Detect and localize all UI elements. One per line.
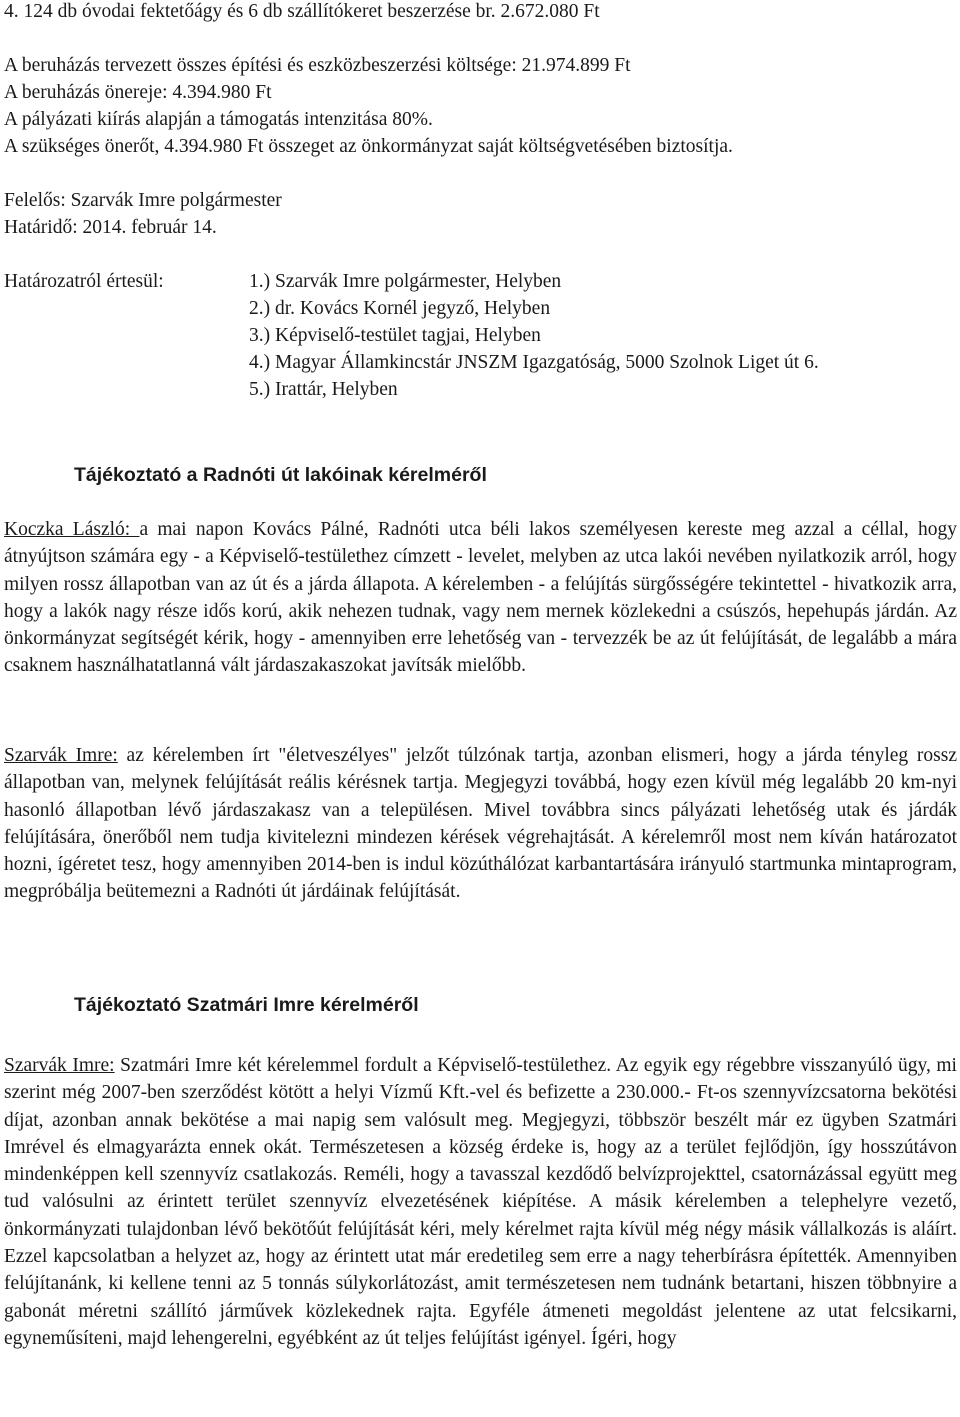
recipient-item: 3.) Képviselő-testület tagjai, Helyben <box>249 325 541 346</box>
recipients-block <box>4 268 819 403</box>
total-cost-line: A beruházás tervezett összes építési és eszközbeszerzési költsége: 21.974.899 Ft <box>4 55 631 76</box>
paragraph-text: a mai napon Kovács Pálné, Radnóti utca béli lakos személyesen kereste meg azzal a céllal, hogy átnyújtson számára egy - a Képviselő-testülethez címzett - levelet, melyben az utca lakói nevében nyilatkozik arról, hogy milyen rossz állapotban van az út és a járda állapota. A kérelemben - a felújítás sürgősségére tekintettel - hivatkozik arra, hogy a lakók nagy része idős korú, akik nehezen tudnak, vagy nem mernek közlekedni a csúszós, hepehupás járdán. Az önkormányzat segítségét kérik, hogy - amennyiben erre lehetőség van - tervezzék be az út felújítását, de legalább a mára csaknem használhatatlanná vált járdaszakaszokat javítsák mielőbb. <box>4 519 958 677</box>
speaker-name: Koczka László: <box>4 519 140 540</box>
agenda-item-block <box>4 0 819 403</box>
section-heading-radnoti: Tájékoztató a Radnóti út lakóinak kérelméről <box>74 464 487 486</box>
support-intensity-line: A pályázati kiírás alapján a támogatás intenzitása 80%. <box>4 109 433 130</box>
recipients-list <box>249 268 819 403</box>
section-radnoti-body <box>4 516 957 680</box>
speaker-name: Szarvák Imre: <box>4 1055 115 1076</box>
section-heading-szatmari: Tájékoztató Szatmári Imre kérelméről <box>74 994 419 1016</box>
own-funds-coverage-line: A szükséges önerőt, 4.394.980 Ft összeget az önkormányzat saját költségvetésében biztosítja. <box>4 136 733 157</box>
paragraph <box>4 516 957 680</box>
recipient-item: 4.) Magyar Államkincstár JNSZM Igazgatóság, 5000 Szolnok Liget út 6. <box>249 352 819 373</box>
recipient-item: 2.) dr. Kovács Kornél jegyző, Helyben <box>249 298 551 319</box>
paragraph <box>4 1052 957 1352</box>
own-funds-line: A beruházás önereje: 4.394.980 Ft <box>4 82 272 103</box>
speaker-name: Szarvák Imre: <box>4 745 118 766</box>
responsible-person: Felelős: Szarvák Imre polgármester <box>4 190 282 211</box>
paragraph-text: az kérelemben írt "életveszélyes" jelzőt túlzónak tartja, azonban elismeri, hogy a járda tényleg rossz állapotban van, melynek felújítását reális kérésnek tartja. Megjegyzi továbbá, hogy ezen kívül még legalább 20 km-nyi hasonló állapotban lévő járdaszakasz van a településen. Mivel továbbra sincs pályázati lehetőség utak és járdák felújítására, önerőből nem tudja kivitelezni mindezen kérések végrehajtását. A kérelemről most nem kíván határozatot hozni, ígéretet tesz, hogy amennyiben 2014-ben is indul közúthálózat karbantartására irányuló startmunka mintaprogram, megpróbálja beütemezni a Radnóti út járdáinak felújítását. <box>4 745 957 903</box>
section-szatmari-body <box>4 1052 957 1352</box>
paragraph <box>4 742 957 906</box>
deadline: Határidő: 2014. február 14. <box>4 217 217 238</box>
recipient-item: 5.) Irattár, Helyben <box>249 379 398 400</box>
recipients-label: Határozatról értesül: <box>4 271 164 292</box>
paragraph-text: Szatmári Imre két kérelemmel fordult a Képviselő-testülethez. Az egyik egy régebbre visszanyúló ügy, mi szerint még 2007-ben szerződést kötött a helyi Vízmű Kft.-vel és befizette a 230.000.- Ft-os szennyvízcsatorna bekötési díjat, azonban annak bekötése a mai napig sem valósult meg. Megjegyzi, többször beszélt már ez ügyben Szatmári Imrével és elmagyarázta ennek okát. Természetesen a község érdeke is, hogy az a terület fejlődjön, így hosszútávon mindenképpen kell szennyvíz csatlakozás. Reméli, hogy a tavasszal kezdődő belvízprojekttel, csatornázással együtt meg tud valósulni az érintett terület szennyvíz elvezetésének kiépítése. A másik kérelemben a telephelyre vezető, önkormányzati tulajdonban lévő bekötőút felújítását kéri, mely kérelmet rajta kívül még négy másik vállalkozás is aláírt. Ezzel kapcsolatban a helyzet az, hogy az érintett utat már eredetileg sem erre a nagy teherbírásra építették. Amennyiben felújítanánk, ki kellene tenni az 5 tonnás súlykorlátozást, amit természetesen nem tudnánk betartani, hiszen többnyire a gabonát méretni szállító járművek közlekednek rajta. Egyféle átmeneti megoldást jelentene az utat felcsikarni, egyneműsíteni, majd lehengerelni, egyébként az út teljes felújítást igényel. Ígéri, hogy <box>4 1055 957 1349</box>
recipient-item: 1.) Szarvák Imre polgármester, Helyben <box>249 271 562 292</box>
item-title: 4. 124 db óvodai fektetőágy és 6 db szállítókeret beszerzése br. 2.672.080 Ft <box>4 1 600 22</box>
section-radnoti-reply <box>4 742 957 906</box>
